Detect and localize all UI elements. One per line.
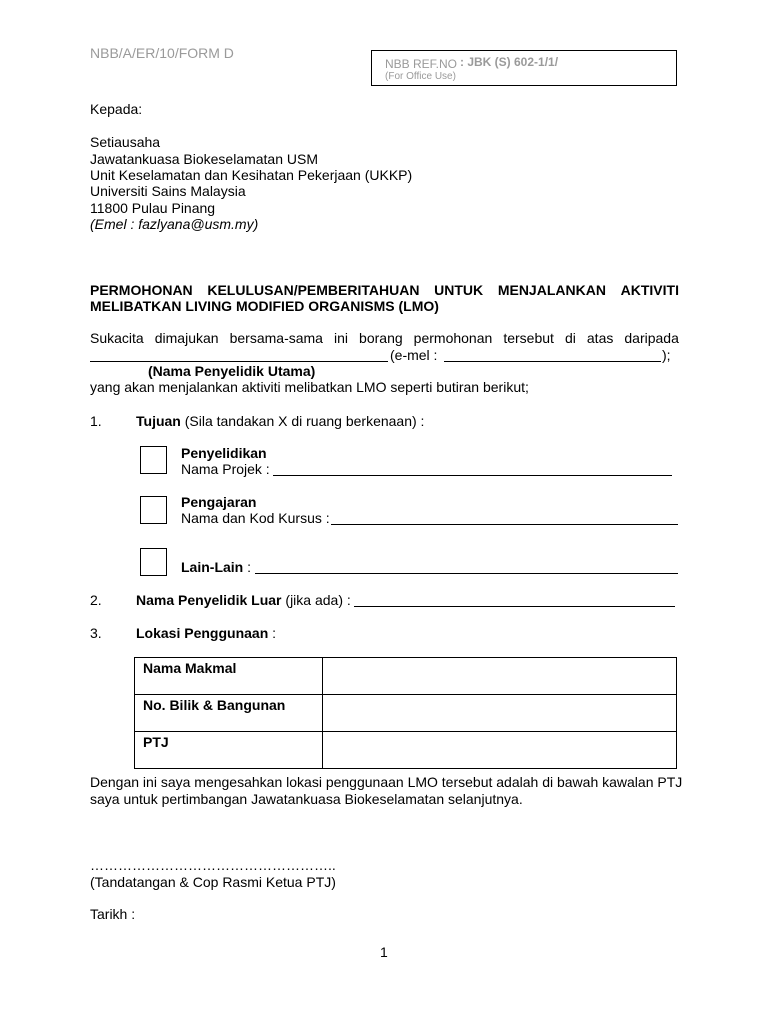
date-label: Tarikh : xyxy=(90,906,136,922)
table-row xyxy=(135,695,677,732)
checkbox-penyelidikan[interactable] xyxy=(140,446,167,474)
signature-caption: (Tandatangan & Cop Rasmi Ketua PTJ) xyxy=(90,874,336,890)
option-title: Penyelidikan xyxy=(181,445,267,461)
confirmation-line2: saya untuk pertimbangan Jawatankuasa Biokeselamatan selanjutnya. xyxy=(90,791,523,807)
section3-heading: Lokasi Penggunaan : xyxy=(136,625,277,641)
recipient-line: Jawatankuasa Biokeselamatan USM xyxy=(90,151,319,167)
section2-number: 2. xyxy=(90,592,102,608)
other-purpose-field[interactable] xyxy=(255,573,678,574)
checkbox-lain-lain[interactable] xyxy=(140,548,167,576)
intro-line3: yang akan menjalankan aktiviti melibatkan LMO seperti butiran berikut; xyxy=(90,379,529,395)
section1-heading: Tujuan (Sila tandakan X di ruang berkenaan) : xyxy=(136,413,425,429)
applicant-name-field[interactable] xyxy=(90,361,388,362)
recipient-line: 11800 Pulau Pinang xyxy=(90,200,216,216)
recipient-to: Kepada: xyxy=(90,101,143,117)
ptj-cell[interactable] xyxy=(323,732,677,769)
form-code: NBB/A/ER/10/FORM D xyxy=(90,45,234,61)
form-title-line1: PERMOHONAN KELULUSAN/PEMBERITAHUAN UNTUK MENJALANKAN AKTIVITI xyxy=(90,282,679,298)
checkbox-pengajaran[interactable] xyxy=(140,496,167,524)
table-row xyxy=(135,658,677,695)
location-label: Nama Makmal xyxy=(135,658,323,695)
option-field-label: Nama dan Kod Kursus : xyxy=(181,510,330,526)
name-caption: (Nama Penyelidik Utama) xyxy=(148,363,316,379)
email-end: ); xyxy=(662,347,671,363)
office-use-note: (For Office Use) xyxy=(385,71,456,82)
ref-label: NBB REF.NO xyxy=(385,57,458,71)
email-label: (e-mel : xyxy=(390,347,438,363)
option-title: Pengajaran xyxy=(181,494,257,510)
option-field-label: Nama Projek : xyxy=(181,461,270,477)
ref-value: : JBK (S) 602-1/1/ xyxy=(460,55,559,69)
option-lain-lain: Lain-Lain : xyxy=(181,559,252,575)
page-number: 1 xyxy=(380,944,388,960)
recipient-line: Unit Keselamatan dan Kesihatan Pekerjaan (UKKP) xyxy=(90,167,413,183)
course-code-field[interactable] xyxy=(331,524,678,525)
recipient-email: (Emel : fazlyana@usm.my) xyxy=(90,216,259,232)
section1-number: 1. xyxy=(90,413,102,429)
recipient-line: Setiausaha xyxy=(90,134,161,150)
section2-heading: Nama Penyelidik Luar (jika ada) : xyxy=(136,592,351,608)
location-label: PTJ xyxy=(135,732,323,769)
section3-number: 3. xyxy=(90,625,102,641)
lab-name-cell[interactable] xyxy=(323,658,677,695)
intro-line1: Sukacita dimajukan bersama-sama ini borang permohonan tersebut di atas daripada xyxy=(90,330,679,346)
location-table xyxy=(134,657,677,769)
signature-dots[interactable]: …………………………………………….. xyxy=(90,857,336,873)
form-title-line2: MELIBATKAN LIVING MODIFIED ORGANISMS (LMO) xyxy=(90,298,439,314)
room-building-cell[interactable] xyxy=(323,695,677,732)
project-name-field[interactable] xyxy=(273,475,672,476)
applicant-email-field[interactable] xyxy=(444,361,661,362)
location-label: No. Bilik & Bangunan xyxy=(135,695,323,732)
table-row xyxy=(135,732,677,769)
confirmation-line1: Dengan ini saya mengesahkan lokasi penggunaan LMO tersebut adalah di bawah kawalan PTJ xyxy=(90,774,683,790)
recipient-line: Universiti Sains Malaysia xyxy=(90,183,246,199)
external-researcher-field[interactable] xyxy=(354,606,675,607)
reference-box xyxy=(371,50,677,86)
